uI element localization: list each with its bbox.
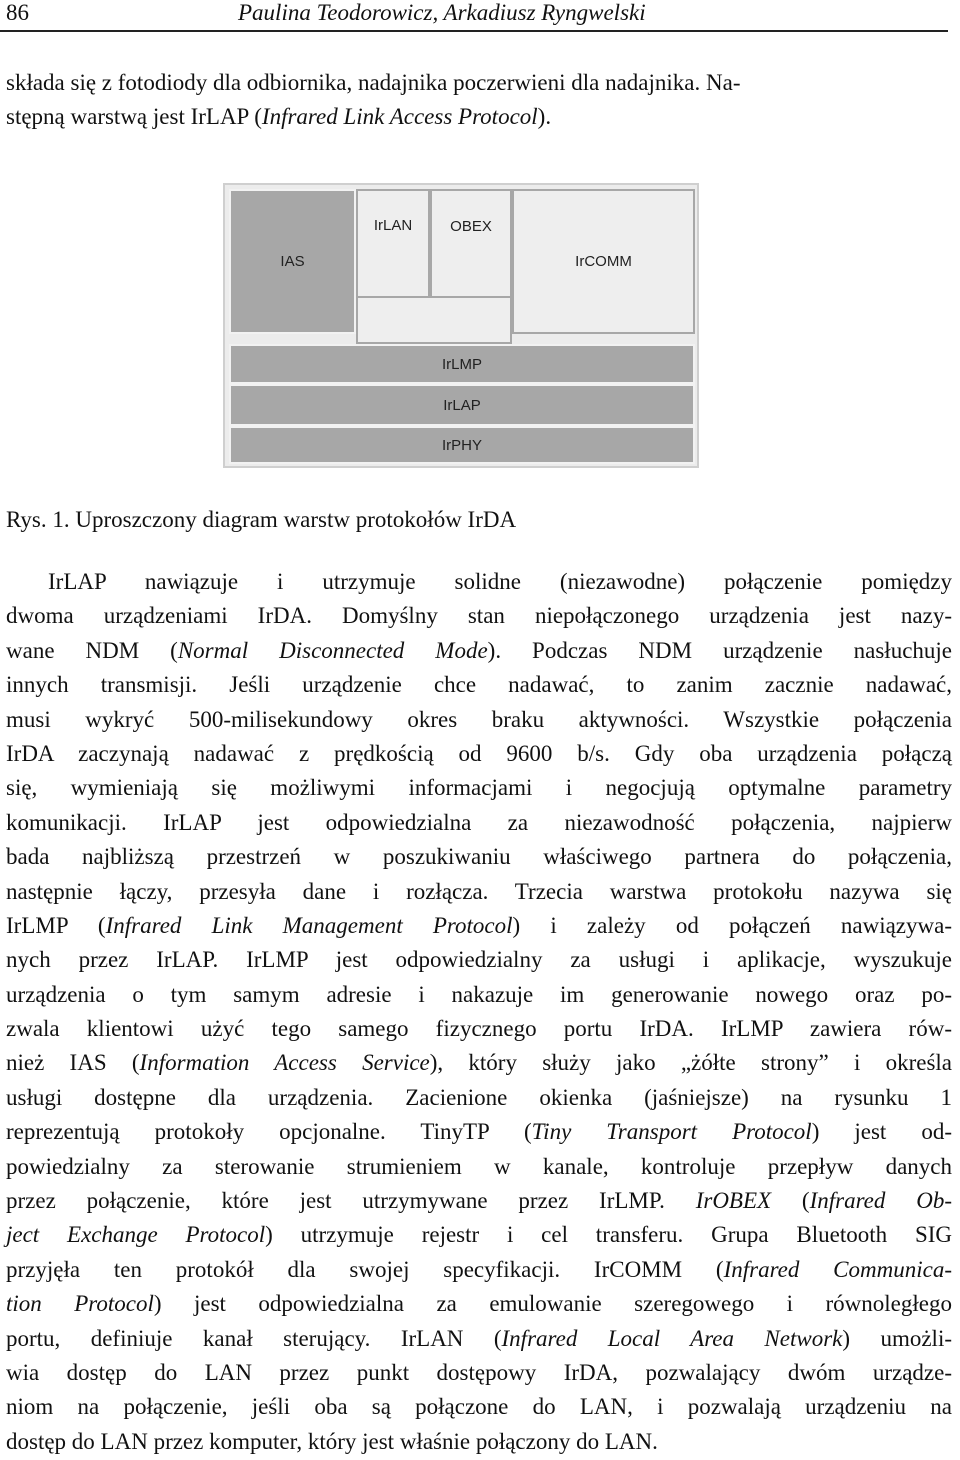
body-line: IrDA zaczynają nadawać z prędkością od 9600 b/s. Gdy oba urządzenia połączą (6, 740, 952, 766)
body-line: usługi dostępne dla urządzenia. Zacienione okienka (jaśniejsze) na rysunku 1 (6, 1084, 952, 1110)
body-line: tion Protocol) jest odpowiedzialna za emulowanie szeregowego i równoległego (6, 1291, 952, 1317)
body-line: dwoma urządzeniami IrDA. Domyślny stan niepołączonego urządzenia jest nazy- (6, 603, 952, 629)
body-line: się, wymieniają się możliwymi informacjami i negocjują optymalne parametry (6, 775, 952, 801)
intro-line-2a: stępną warstwą jest IrLAP ( (6, 104, 262, 129)
label-irlmp: IrLMP (441, 355, 482, 373)
body-line: nych przez IrLAP. IrLMP jest odpowiedzialny za usługi i aplikacje, wyszukuje (6, 947, 952, 973)
figure-caption: Rys. 1. Uproszczony diagram warstw protokołów IrDA (6, 507, 517, 532)
box-obex (430, 189, 512, 298)
body-line: portu, definiuje kanał sterujący. IrLAN (Infrared Local Area Network) umożli- (6, 1325, 952, 1351)
body-line: musi wykryć 500-milisekundowy okres braku aktywności. Wszystkie połączenia (6, 706, 952, 732)
body-line: dostęp do LAN przez komputer, który jest właśnie połączony do LAN. (6, 1428, 658, 1454)
label-ias: IAS (280, 253, 305, 270)
intro-line-1: składa się z fotodiody dla odbiornika, nadajnika poczerwieni dla nadajnika. Na- (6, 70, 741, 95)
intro-line-2c: ). (537, 104, 552, 129)
intro-paragraph (6, 66, 948, 134)
box-irlmp (229, 344, 695, 384)
label-irlan: IrLAN (373, 217, 413, 234)
body-line: przyjęła ten protokół dla swojej specyfikacji. IrCOMM (Infrared Communica- (6, 1256, 953, 1282)
label-irphy: IrPHY (441, 436, 482, 454)
running-head: Paulina Teodorowicz, Arkadiusz Ryngwelski (238, 0, 646, 25)
body-paragraph (6, 565, 952, 1459)
label-ircomm: IrCOMM (575, 253, 632, 270)
body-line: wane NDM (Normal Disconnected Mode). Podczas NDM urządzenie nasłuchuje (6, 637, 952, 663)
box-tinytp-ext (356, 298, 512, 344)
irda-protocol-diagram (223, 183, 699, 468)
body-line: komunikacji. IrLAP jest odpowiedzialna za niezawodność połączenia, najpierw (6, 809, 952, 835)
body-line: niom na połączenie, jeśli oba są połączone do LAN, i pozwalają urządzeniu na (6, 1394, 952, 1420)
body-line: nież IAS (Information Access Service), który służy jako „żółte strony” i określa (6, 1050, 952, 1076)
page-number: 86 (6, 0, 29, 25)
box-ias (229, 189, 356, 334)
body-line: ject Exchange Protocol) utrzymuje rejestr i cel transferu. Grupa Bluetooth SIG (6, 1222, 953, 1248)
body-line: IrLAP nawiązuje i utrzymuje solidne (niezawodne) połączenie pomiędzy (48, 569, 952, 594)
label-irlap: IrLAP (443, 396, 481, 414)
body-line: wia dostęp do LAN przez punkt dostępowy IrDA, pozwalający dwóm urządze- (6, 1359, 952, 1385)
body-line: innych transmisji. Jeśli urządzenie chce nadawać, to zanim zacznie nadawać, (6, 672, 952, 698)
box-irlap (229, 384, 695, 426)
body-line: bada najbliższą przestrzeń w poszukiwaniu właściwego partnera do połączenia, (6, 844, 952, 870)
label-obex: OBEX (450, 218, 492, 235)
body-line: IrLMP (Infrared Link Management Protocol) i zależy od połączeń nawiązywa- (6, 912, 952, 938)
intro-line-2b: Infrared Link Access Protocol (261, 104, 538, 129)
page-header (0, 0, 948, 32)
body-line: następnie łączy, przesyła dane i rozłącza. Trzecia warstwa protokołu nazywa się (6, 878, 952, 904)
body-line: przez połączenie, które jest utrzymywane przez IrLMP. IrOBEX (Infrared Ob- (6, 1188, 952, 1214)
body-line: powiedzialny za sterowanie strumieniem w kanale, kontroluje przepływ danych (6, 1153, 952, 1179)
body-line: zwala klientowi użyć tego samego fizycznego portu IrDA. IrLMP zawiera rów- (6, 1016, 952, 1042)
box-ircomm (512, 189, 695, 334)
box-irphy (229, 426, 695, 464)
box-irlan (356, 189, 430, 298)
body-line: reprezentują protokoły opcjonalne. TinyTP (Tiny Transport Protocol) jest od- (6, 1119, 952, 1145)
body-line: urządzenia o tym samym adresie i nakazuje im generowanie nowego oraz po- (6, 981, 952, 1007)
